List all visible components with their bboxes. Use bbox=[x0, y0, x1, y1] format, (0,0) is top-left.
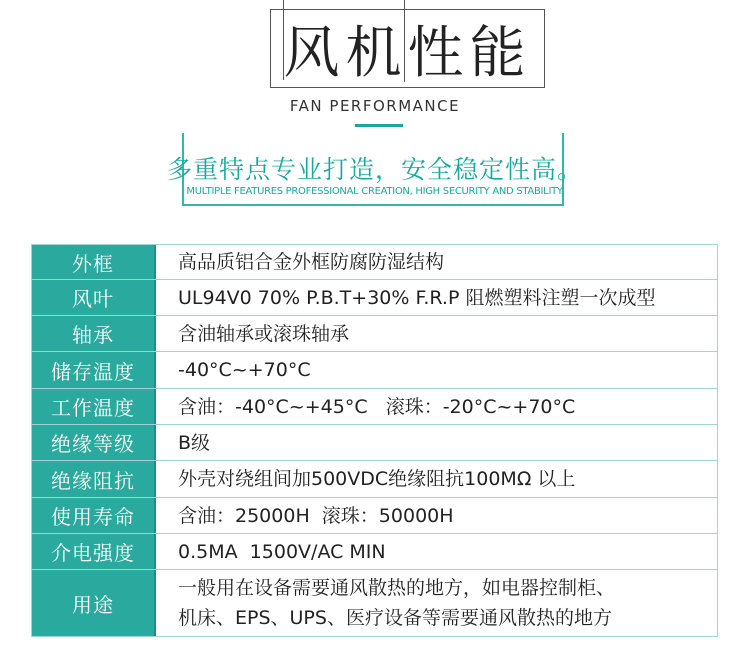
spec-row-storage-temp bbox=[32, 352, 717, 389]
spec-value-line: 一般用在设备需要通风散热的地方，如电器控制柜、 bbox=[178, 577, 616, 599]
spec-label: 外框 bbox=[32, 245, 156, 279]
page-title: 风机性能 bbox=[283, 21, 532, 86]
page-subtitle: FAN PERFORMANCE bbox=[289, 97, 461, 115]
tagline-main: 多重特点专业打造，安全稳定性高。 bbox=[166, 155, 583, 184]
spec-row-frame bbox=[32, 244, 717, 280]
spec-value: B级 bbox=[178, 431, 211, 454]
spec-label: 绝缘等级 bbox=[32, 425, 156, 460]
spec-table bbox=[31, 244, 718, 637]
spec-row-dielectric-strength bbox=[32, 534, 717, 570]
spec-label: 用途 bbox=[32, 570, 156, 636]
spec-value: 高品质铝合金外框防腐防湿结构 bbox=[178, 251, 445, 273]
spec-label: 绝缘阻抗 bbox=[32, 461, 156, 497]
spec-value: UL94V0 70% P.B.T+30% F.R.P 阻燃塑料注塑一次成型 bbox=[178, 286, 656, 309]
spec-value-line: 机床、EPS、UPS、医疗设备等需要通风散热的地方 bbox=[178, 607, 612, 629]
tagline-sub: MULTIPLE FEATURES PROFESSIONAL CREATION, HIGH SECURITY AND STABILITY. bbox=[186, 186, 564, 197]
spec-label: 使用寿命 bbox=[32, 498, 156, 533]
spec-value: 含油：-40°C~+45°C 滚珠：-20°C~+70°C bbox=[178, 395, 576, 418]
spec-label: 工作温度 bbox=[32, 389, 156, 424]
spec-value: 含油：25000H 滚珠：50000H bbox=[178, 504, 454, 527]
spec-row-insulation-resistance bbox=[32, 461, 717, 498]
spec-row-operating-temp bbox=[32, 389, 717, 425]
spec-row-bearing bbox=[32, 316, 717, 352]
subtitle-underline bbox=[355, 124, 403, 127]
spec-value: -40°C~+70°C bbox=[178, 359, 311, 381]
title-block bbox=[0, 0, 750, 130]
spec-value: 外壳对绕组间加500VDC绝缘阻抗100MΩ 以上 bbox=[178, 468, 576, 490]
spec-label: 风叶 bbox=[32, 280, 156, 315]
frame-line-top bbox=[270, 9, 545, 10]
spec-label: 介电强度 bbox=[32, 534, 156, 569]
spec-row-insulation-class bbox=[32, 425, 717, 461]
spec-row-application bbox=[32, 570, 717, 637]
spec-value: 0.5MA 1500V/AC MIN bbox=[178, 540, 386, 563]
spec-value: 含油轴承或滚珠轴承 bbox=[178, 322, 350, 345]
spec-value bbox=[156, 570, 717, 636]
spec-row-service-life bbox=[32, 498, 717, 534]
spec-row-blade bbox=[32, 280, 717, 316]
spec-label: 轴承 bbox=[32, 316, 156, 351]
spec-label: 储存温度 bbox=[32, 352, 156, 388]
